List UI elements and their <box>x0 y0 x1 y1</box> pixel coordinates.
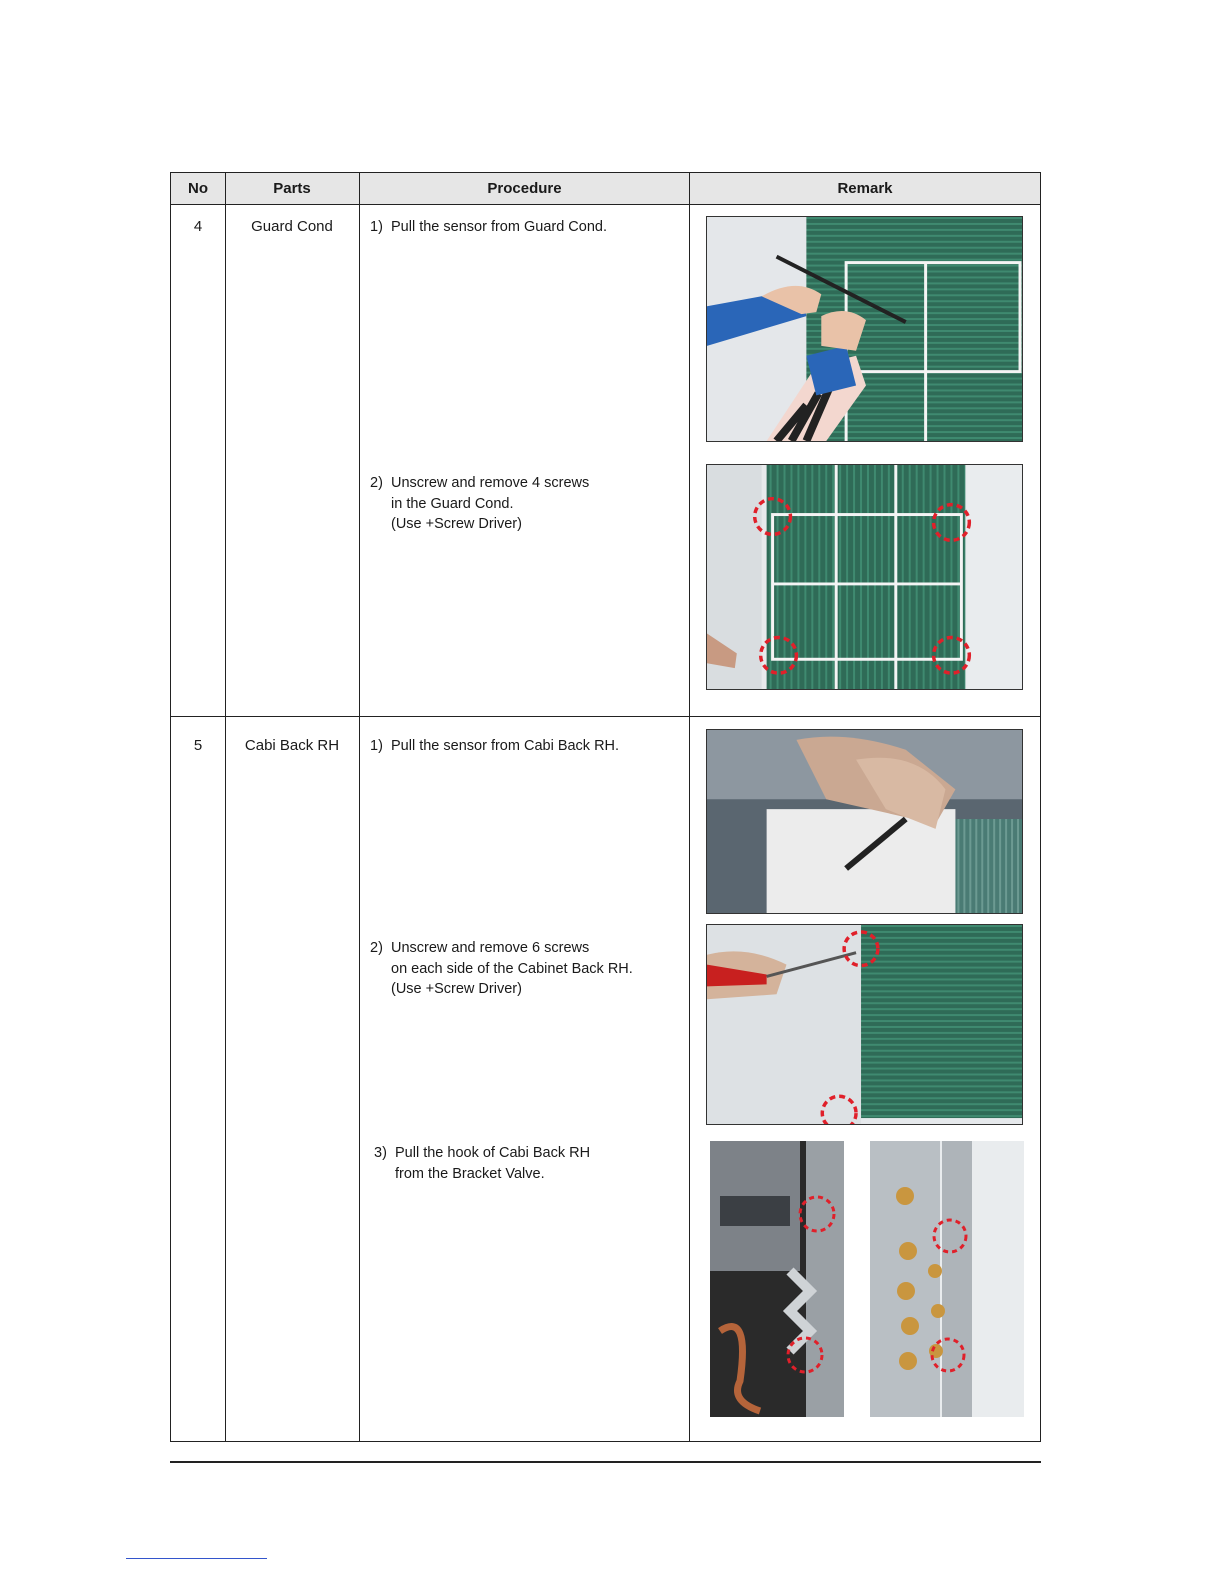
cabi-back-sensor-photo <box>706 729 1023 914</box>
guard-cond-screws-photo <box>706 464 1023 690</box>
cabi-back-screws-photo <box>706 924 1023 1125</box>
step-text: Unscrew and remove 4 screws <box>391 475 590 491</box>
column-divider <box>689 173 690 1441</box>
footer-link-underline[interactable] <box>126 1558 267 1559</box>
column-divider <box>359 173 360 1441</box>
row-number: 4 <box>193 218 203 235</box>
row-number: 5 <box>193 737 203 754</box>
guard-cond-sensor-photo <box>706 216 1023 442</box>
step-text: in the Guard Cond. <box>391 495 514 512</box>
bracket-valve-hook-photo-right <box>870 1141 1024 1417</box>
step-number: 3) <box>374 1145 387 1161</box>
header-remark: Remark <box>837 180 893 197</box>
step-number: 2) <box>370 475 383 491</box>
column-divider <box>225 173 226 1441</box>
header-parts: Parts <box>273 180 311 197</box>
header-procedure: Procedure <box>487 180 562 197</box>
step-text: Pull the sensor from Guard Cond. <box>391 219 607 235</box>
step-text: Pull the sensor from Cabi Back RH. <box>391 738 620 754</box>
step-text: from the Bracket Valve. <box>395 1165 545 1182</box>
header-no: No <box>188 180 208 197</box>
part-name: Cabi Back RH <box>244 737 340 754</box>
step-text: Unscrew and remove 6 screws <box>391 940 590 956</box>
bracket-valve-hook-photo-left <box>710 1141 844 1417</box>
step-number: 1) <box>370 219 383 235</box>
table-header <box>171 173 1040 205</box>
step-text: (Use +Screw Driver) <box>391 981 522 997</box>
step-text: (Use +Screw Driver) <box>391 516 522 532</box>
step-text: Pull the hook of Cabi Back RH <box>395 1145 591 1161</box>
footer-rule <box>170 1461 1041 1463</box>
part-name: Guard Cond <box>251 218 333 235</box>
step-number: 2) <box>370 940 383 956</box>
step-number: 1) <box>370 738 383 754</box>
step-text: on each side of the Cabinet Back RH. <box>391 960 633 977</box>
row-divider <box>171 716 1040 717</box>
